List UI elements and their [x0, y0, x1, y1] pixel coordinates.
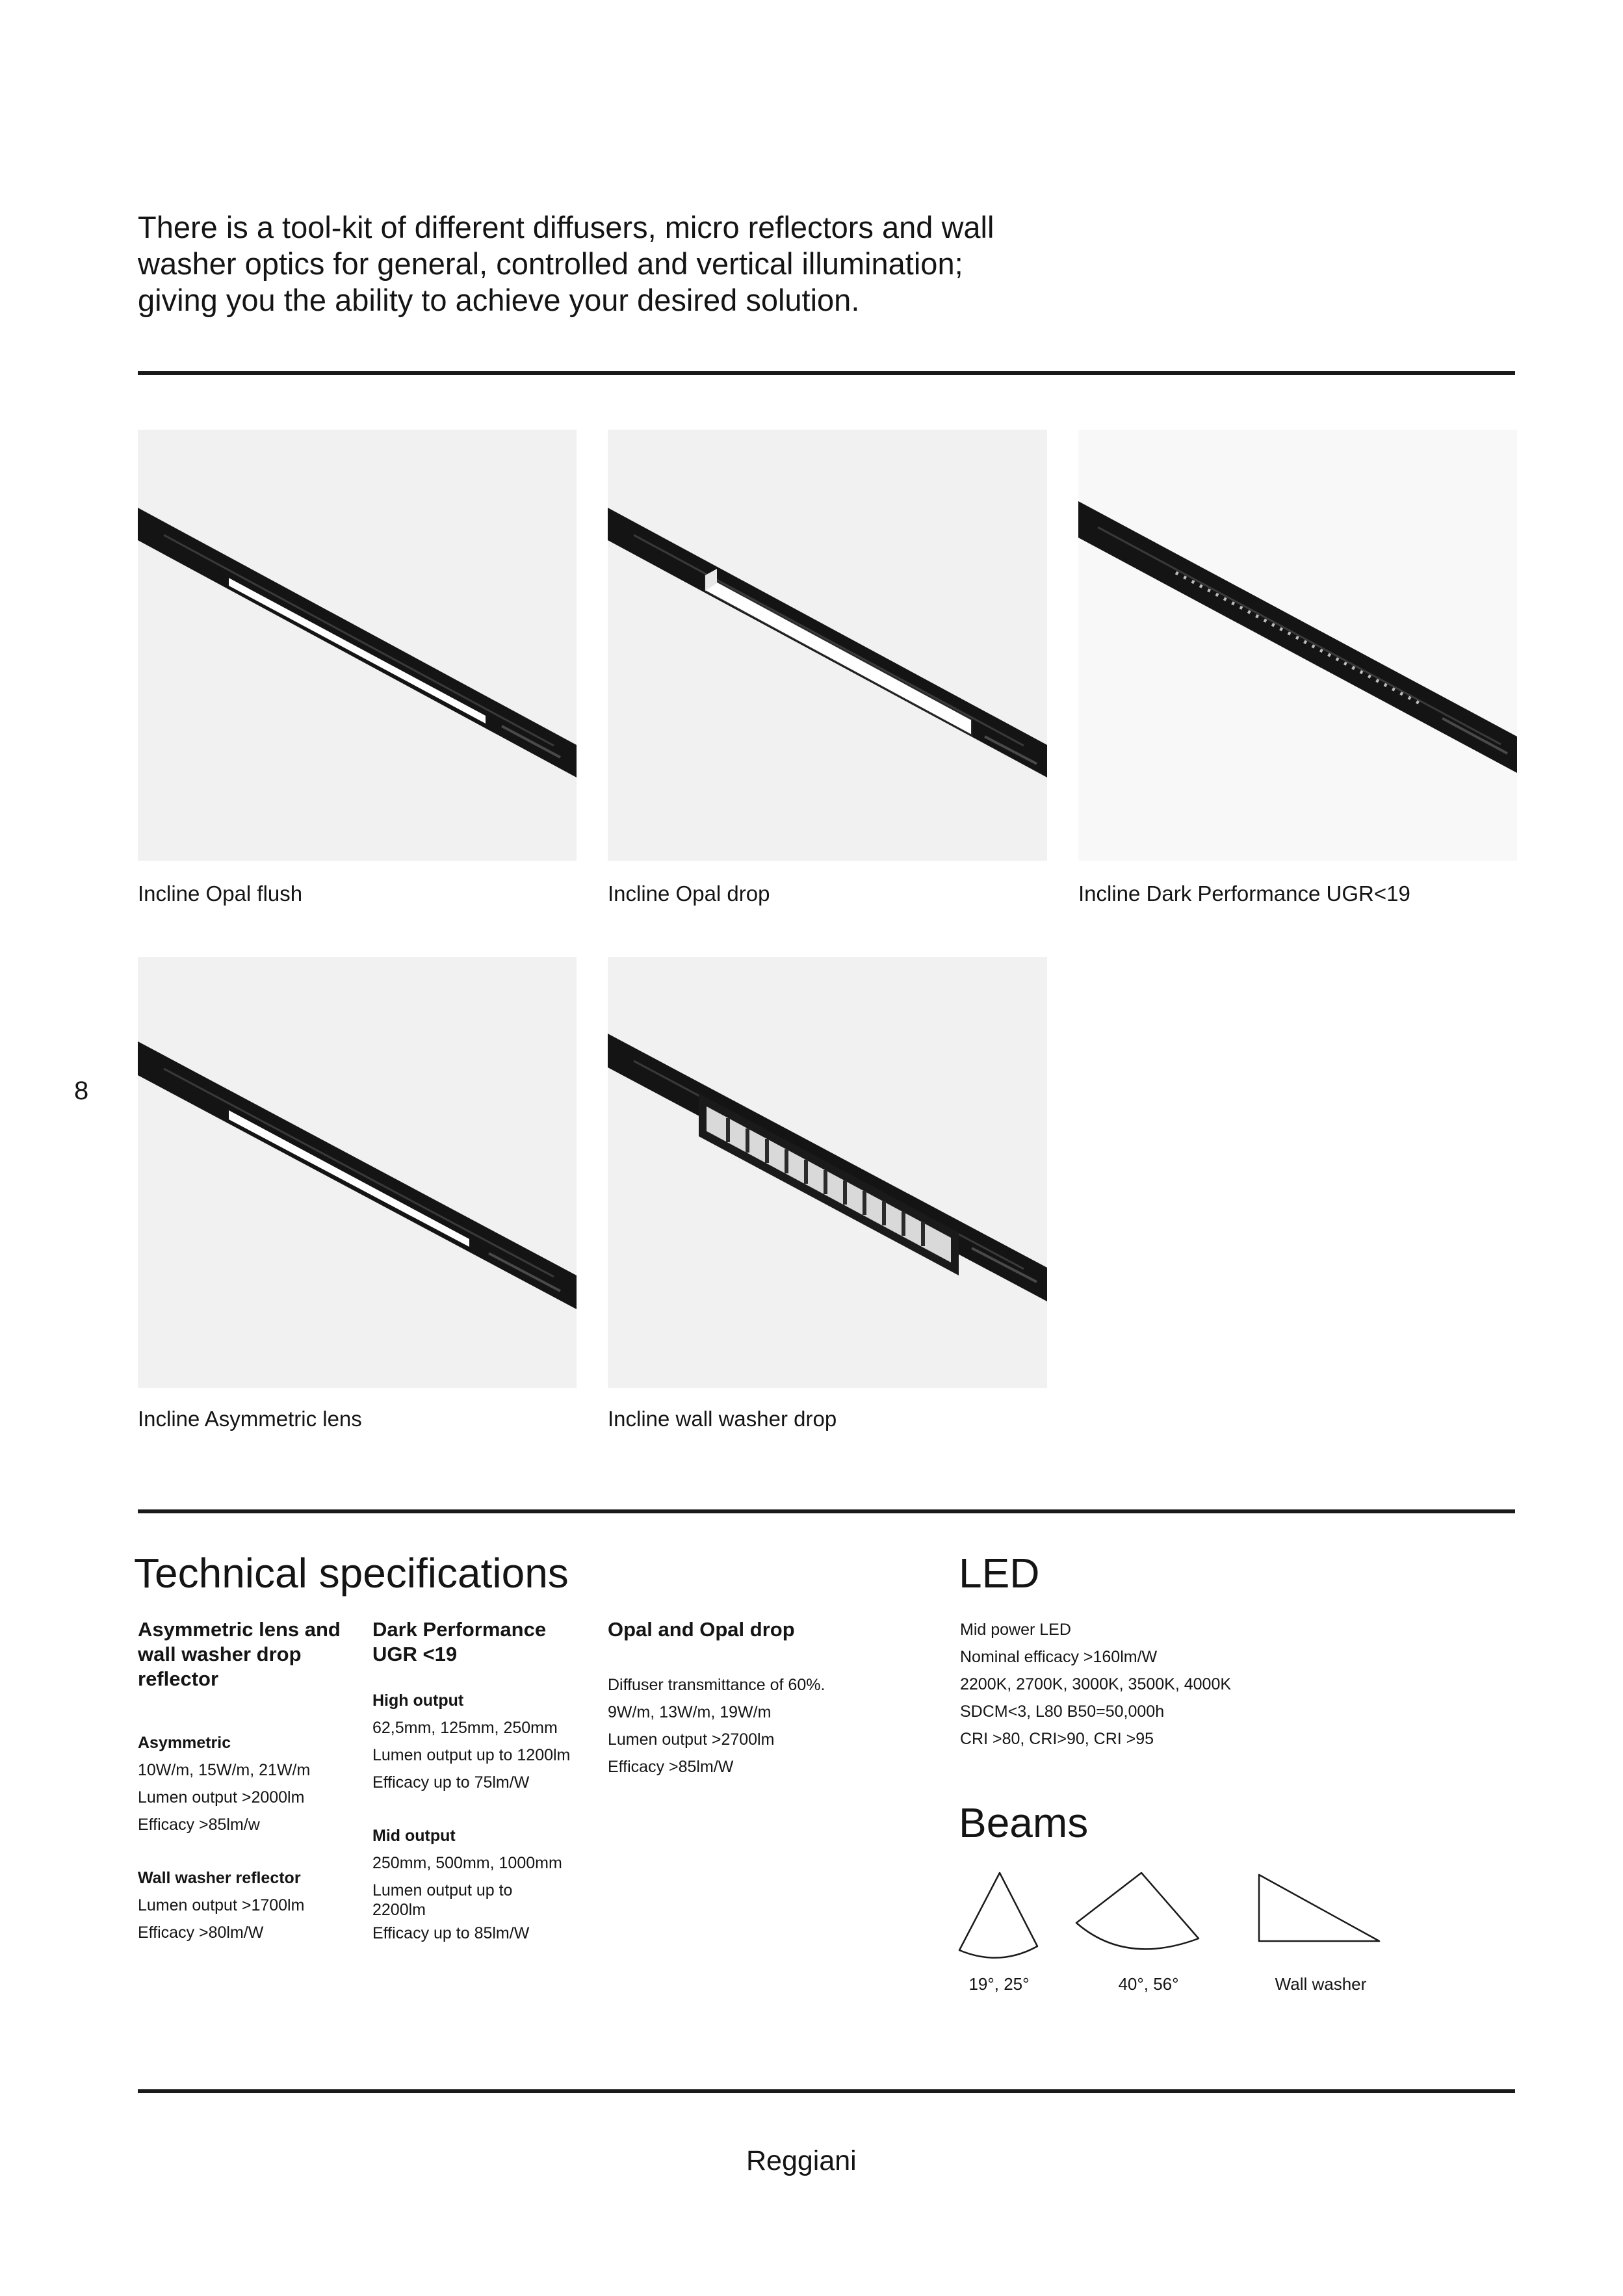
product-caption: Incline Opal drop: [608, 881, 770, 906]
tech-spec-title: Technical specifications: [134, 1550, 569, 1597]
beam-label: Wall washer: [1275, 1974, 1367, 1994]
divider: [138, 371, 1515, 375]
product-caption: Incline Dark Performance UGR<19: [1078, 881, 1410, 906]
divider: [138, 1509, 1515, 1513]
spec-line: CRI >80, CRI>90, CRI >95: [960, 1730, 1154, 1748]
spec-line: Efficacy up to 75lm/W: [372, 1773, 530, 1792]
spec-line: Efficacy >85lm/W: [608, 1758, 734, 1776]
intro-line: giving you the ability to achieve your desired solution.: [138, 283, 860, 317]
subheading: High output: [372, 1691, 464, 1710]
spec-line: Efficacy >85lm/w: [138, 1816, 260, 1834]
spec-line: Lumen output up to 1200lm: [372, 1746, 571, 1764]
subheading: Wall washer reflector: [138, 1869, 301, 1887]
spec-line: Efficacy >80lm/W: [138, 1924, 264, 1942]
spec-line: 9W/m, 13W/m, 19W/m: [608, 1703, 772, 1721]
product-image-opal-drop: [608, 430, 1047, 861]
product-image-opal-flush: [138, 430, 577, 861]
spec-column-dark-performance: [372, 1617, 593, 1947]
intro-line: washer optics for general, controlled and vertical illumination;: [138, 246, 963, 281]
product-caption: Incline Opal flush: [138, 881, 303, 906]
product-caption: Incline Asymmetric lens: [138, 1407, 362, 1431]
spec-line: Efficacy up to 85lm/W: [372, 1924, 530, 1942]
spec-line: Lumen output >2000lm: [138, 1788, 305, 1807]
spec-line: Lumen output up to 2200lm: [372, 1881, 513, 1919]
narrow-beam-icon: [957, 1870, 1041, 1961]
spec-line: 10W/m, 15W/m, 21W/m: [138, 1761, 311, 1779]
product-image-wall-washer-drop: [608, 957, 1047, 1388]
beams-title: Beams: [959, 1799, 1089, 1846]
led-specs: [960, 1616, 1298, 1753]
intro-line: There is a tool-kit of different diffusers, micro reflectors and wall: [138, 210, 994, 244]
spec-line: Lumen output >1700lm: [138, 1896, 305, 1914]
column-heading: Asymmetric lens and wall washer drop reflector: [138, 1618, 341, 1690]
beam-label: 19°, 25°: [968, 1974, 1030, 1994]
wide-beam-icon: [1074, 1870, 1204, 1961]
subheading: Mid output: [372, 1827, 456, 1845]
led-title: LED: [959, 1550, 1040, 1597]
column-heading: Opal and Opal drop: [608, 1618, 795, 1641]
subheading: Asymmetric: [138, 1734, 231, 1752]
product-image-dark-performance: [1078, 430, 1517, 861]
wall-washer-beam-icon: [1256, 1870, 1386, 1954]
spec-line: 2200K, 2700K, 3000K, 3500K, 4000K: [960, 1675, 1232, 1693]
intro-paragraph: [138, 209, 1061, 319]
spec-line: 62,5mm, 125mm, 250mm: [372, 1719, 558, 1737]
spec-column-asymmetric: [138, 1617, 359, 1946]
divider: [138, 2089, 1515, 2093]
spec-line: Mid power LED: [960, 1621, 1071, 1639]
spec-line: 250mm, 500mm, 1000mm: [372, 1854, 562, 1872]
product-caption: Incline wall washer drop: [608, 1407, 837, 1431]
column-heading: Dark Performance UGR <19: [372, 1618, 547, 1665]
spec-line: Diffuser transmittance of 60%.: [608, 1676, 825, 1694]
product-image-asymmetric-lens: [138, 957, 577, 1388]
footer-brand: Reggiani: [746, 2145, 857, 2176]
page-number: 8: [74, 1076, 89, 1105]
spec-line: SDCM<3, L80 B50=50,000h: [960, 1702, 1165, 1721]
beam-label: 40°, 56°: [1118, 1974, 1179, 1994]
spec-line: Nominal efficacy >160lm/W: [960, 1648, 1158, 1666]
spec-column-opal: [608, 1617, 868, 1781]
spec-line: Lumen output >2700lm: [608, 1730, 775, 1749]
